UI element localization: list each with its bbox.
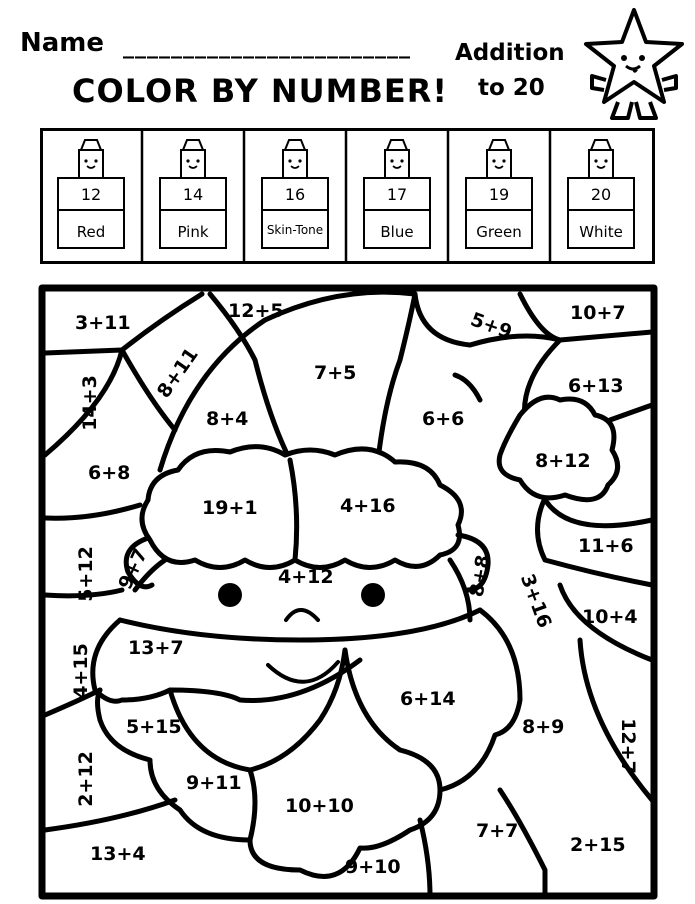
math-problem: 6+6 bbox=[422, 408, 465, 430]
math-problem: 19+1 bbox=[202, 497, 258, 519]
math-problem: 14+3 bbox=[78, 375, 101, 431]
key-color-name: Blue bbox=[380, 223, 414, 241]
math-problem: 2+15 bbox=[570, 834, 626, 856]
math-problem: 5+9 bbox=[467, 308, 515, 344]
math-problem: 5+12 bbox=[74, 546, 97, 602]
region-line bbox=[45, 350, 122, 353]
math-problem: 10+10 bbox=[285, 795, 354, 817]
math-problem: 9+10 bbox=[345, 856, 401, 878]
topic-label-line1: Addition bbox=[455, 40, 565, 66]
key-number: 14 bbox=[182, 185, 204, 204]
key-color-name: Skin-Tone bbox=[266, 223, 324, 237]
math-problem: 8+8 bbox=[465, 553, 495, 599]
math-problem: 8+12 bbox=[535, 450, 591, 472]
math-problem: 8+11 bbox=[152, 343, 203, 403]
math-problem: 4+16 bbox=[340, 495, 396, 517]
math-problem: 9+11 bbox=[186, 772, 242, 794]
math-problem: 6+14 bbox=[400, 688, 456, 710]
key-color-name: Red bbox=[76, 223, 106, 241]
key-color-name: Green bbox=[476, 223, 522, 241]
math-problem: 8+4 bbox=[206, 408, 249, 430]
key-color-name: White bbox=[579, 223, 623, 241]
key-number: 16 bbox=[284, 185, 306, 204]
math-problem: 7+5 bbox=[314, 362, 357, 384]
right-eye bbox=[361, 583, 385, 607]
math-problem: 10+7 bbox=[570, 302, 626, 324]
math-problem: 11+6 bbox=[578, 535, 634, 557]
math-problem: 7+7 bbox=[476, 820, 519, 842]
key-number: 12 bbox=[80, 185, 102, 204]
key-number: 20 bbox=[590, 185, 612, 204]
name-label: Name bbox=[20, 28, 105, 58]
worksheet-title: COLOR BY NUMBER! bbox=[72, 72, 448, 110]
math-problem: 6+8 bbox=[88, 462, 131, 484]
math-problem: 6+13 bbox=[568, 375, 624, 397]
nose bbox=[286, 610, 318, 620]
math-problem: 13+7 bbox=[128, 637, 184, 659]
left-eye bbox=[218, 583, 242, 607]
math-problem: 3+11 bbox=[75, 312, 131, 334]
math-problem: 9+7 bbox=[114, 545, 153, 593]
math-problem: 8+9 bbox=[522, 716, 565, 738]
name-field[interactable]: ________________________ bbox=[123, 34, 411, 59]
math-problem: 4+15 bbox=[69, 643, 92, 699]
math-problem: 4+12 bbox=[278, 566, 334, 588]
math-problem: 2+12 bbox=[74, 751, 97, 807]
math-problem: 12+5 bbox=[228, 300, 284, 322]
math-problem: 12+7 bbox=[616, 718, 639, 774]
math-problem: 10+4 bbox=[582, 606, 638, 628]
math-problem: 3+16 bbox=[515, 571, 556, 631]
key-number: 17 bbox=[386, 185, 408, 204]
math-problem: 5+15 bbox=[126, 716, 182, 738]
key-color-name: Pink bbox=[177, 223, 209, 241]
key-number: 19 bbox=[488, 185, 510, 204]
topic-label-line2: to 20 bbox=[478, 75, 545, 101]
math-problem: 13+4 bbox=[90, 843, 146, 865]
